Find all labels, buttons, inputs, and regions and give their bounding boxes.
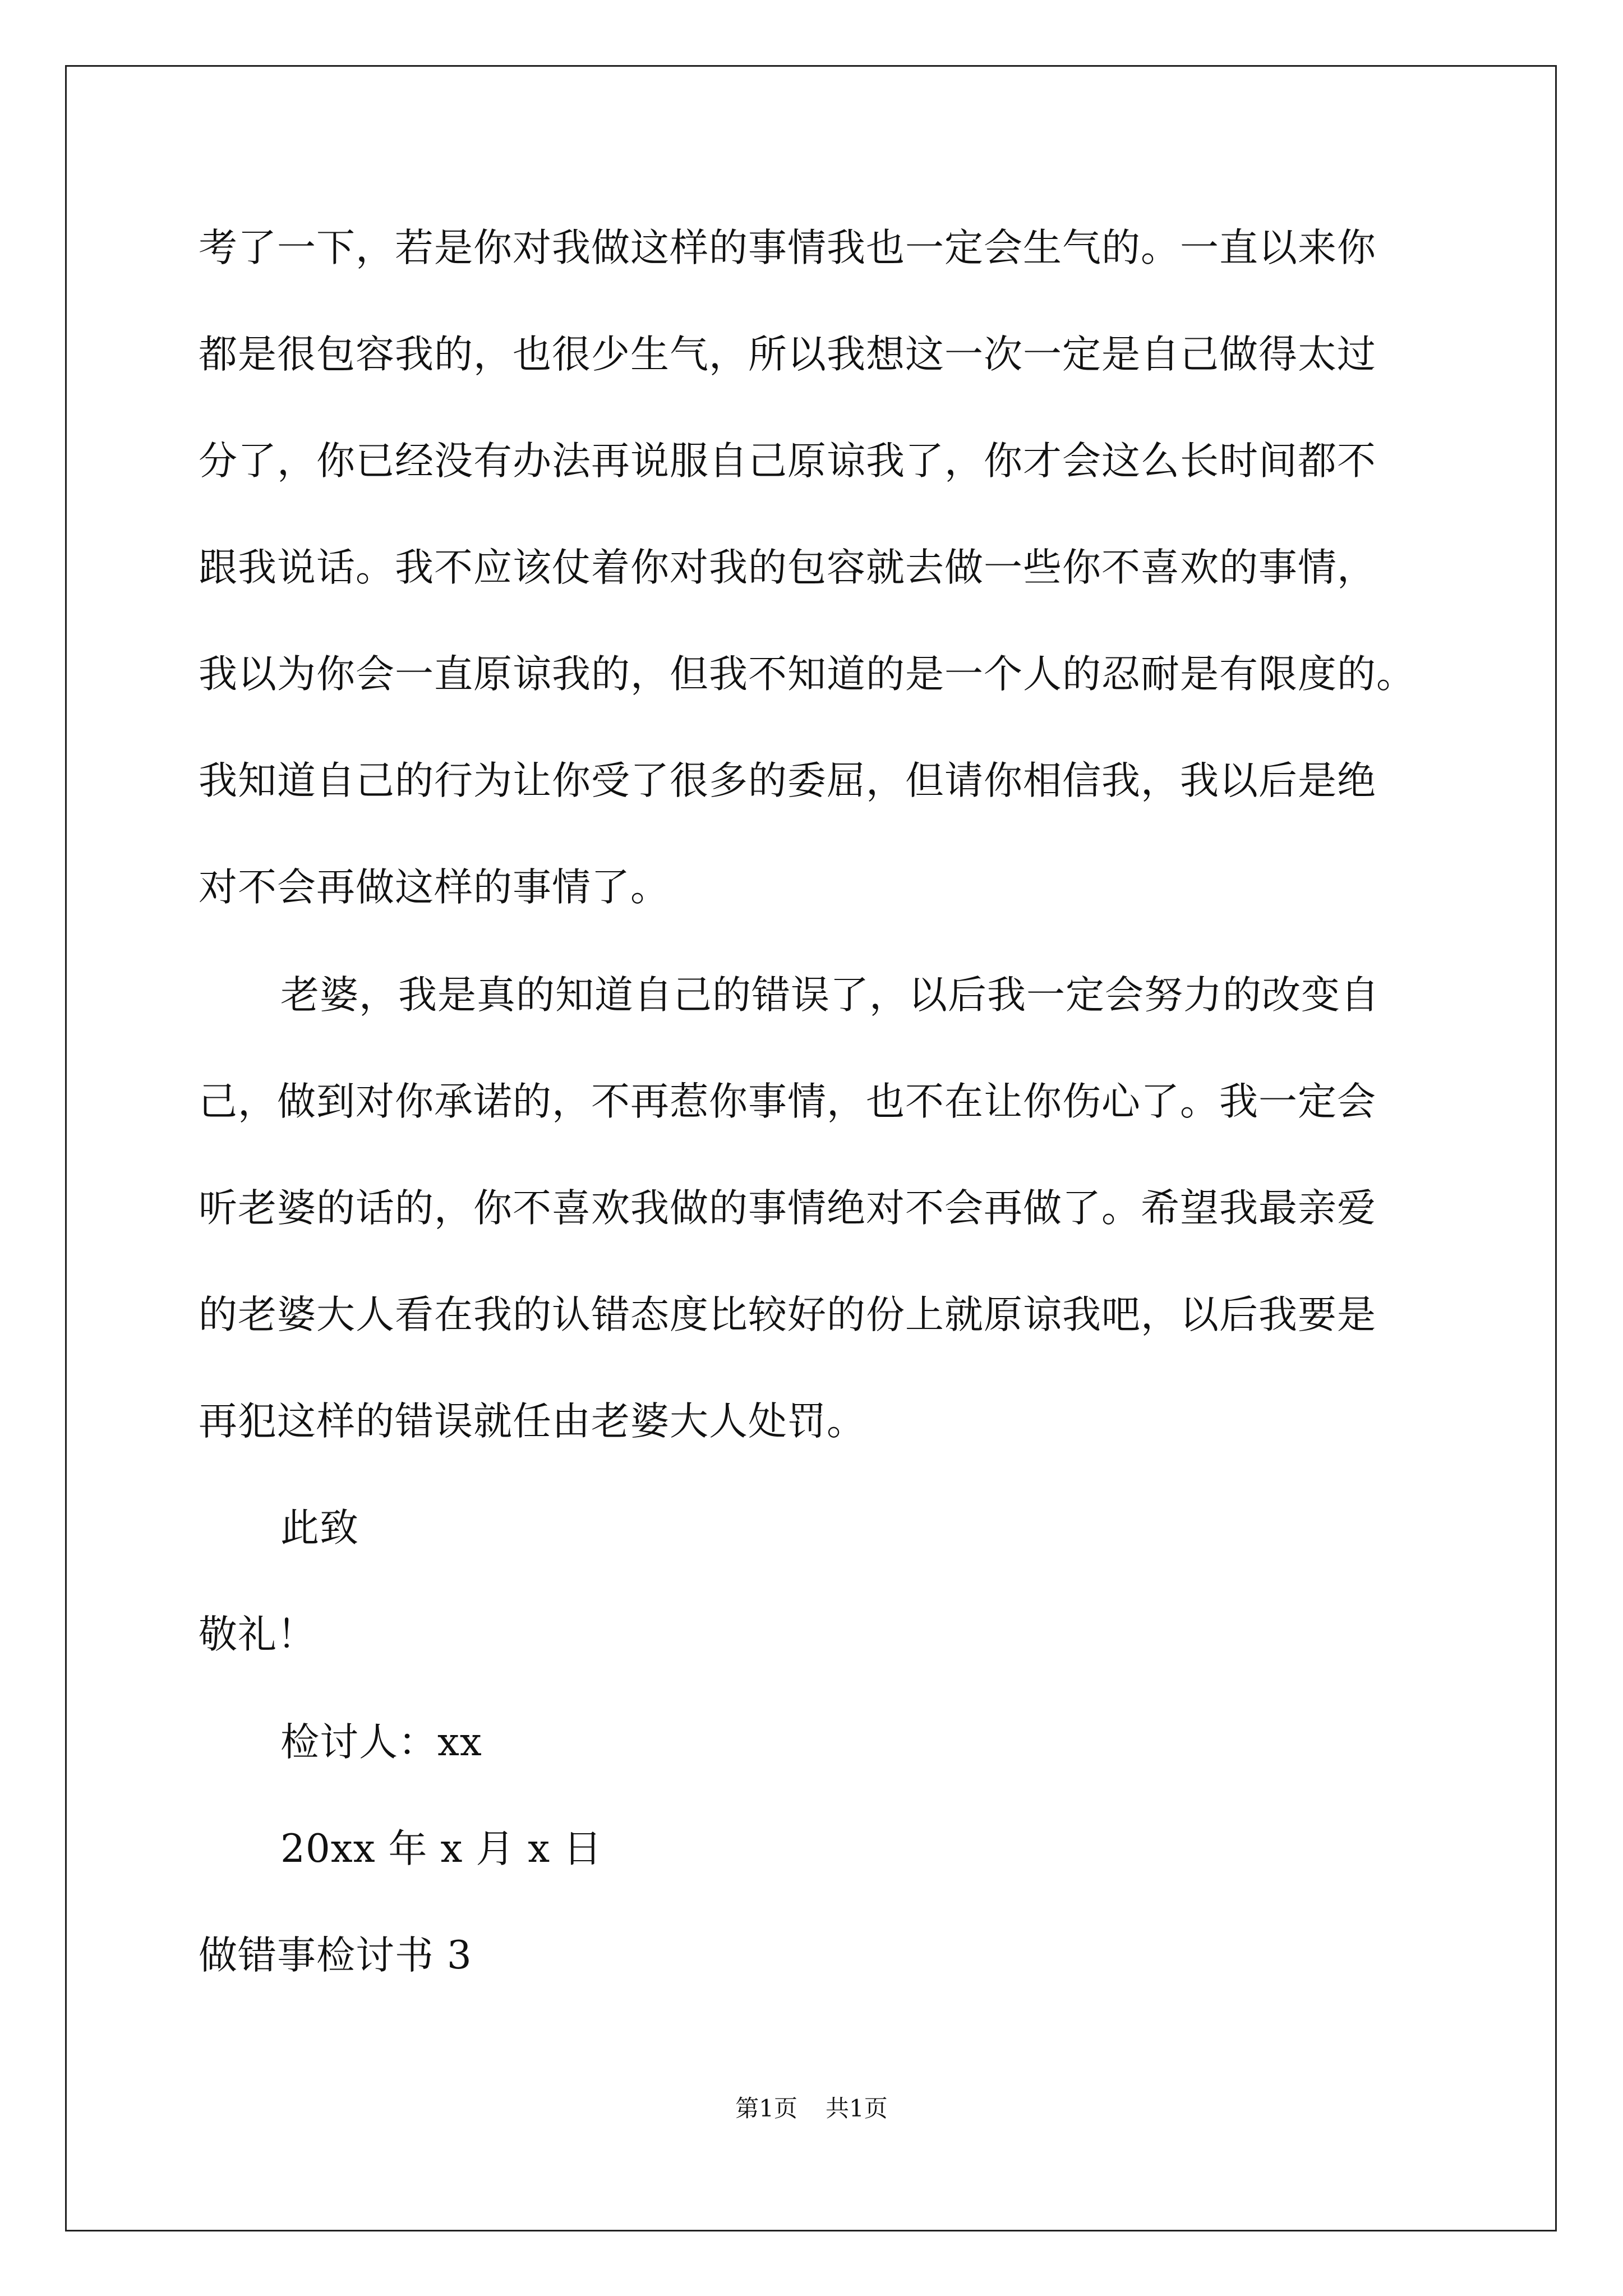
closing-regards: 敬礼！ [199, 1612, 316, 1657]
paragraph-line: 我知道自己的行为让你受了很多的委屈，但请你相信我，我以后是绝 [199, 758, 1376, 803]
paragraph-line: 考了一下，若是你对我做这样的事情我也一定会生气的。一直以来你 [199, 226, 1376, 270]
page-number-total: 共1页 [826, 2095, 888, 2122]
paragraph-line: 对不会再做这样的事情了。 [199, 865, 670, 910]
paragraph-line: 的老婆大人看在我的认错态度比较好的份上就原谅我吧，以后我要是 [199, 1292, 1376, 1337]
paragraph-line: 分了，你已经没有办法再说服自己原谅我了，你才会这么长时间都不 [199, 439, 1376, 484]
paragraph-line: 听老婆的话的，你不喜欢我做的事情绝对不会再做了。希望我最亲爱 [199, 1186, 1376, 1231]
paragraph-line: 我以为你会一直原谅我的，但我不知道的是一个人的忍耐是有限度的。 [199, 652, 1415, 697]
date-line: 20xx 年 x 月 x 日 [280, 1826, 603, 1871]
signature-line: 检讨人：xx [280, 1720, 482, 1765]
closing-salutation: 此致 [280, 1506, 359, 1550]
page-border [65, 65, 1557, 2231]
paragraph-line: 老婆，我是真的知道自己的错误了，以后我一定会努力的改变自 [280, 973, 1380, 1018]
paragraph-line: 都是很包容我的，也很少生气，所以我想这一次一定是自己做得太过 [199, 332, 1376, 377]
paragraph-line: 再犯这样的错误就任由老婆大人处罚。 [199, 1399, 866, 1444]
section-title: 做错事检讨书 3 [199, 1933, 472, 1978]
page-footer [0, 2097, 1623, 2120]
paragraph-line: 己，做到对你承诺的，不再惹你事情，也不在让你伤心了。我一定会 [199, 1079, 1376, 1124]
page-number-current: 第1页 [735, 2095, 797, 2122]
paragraph-line: 跟我说话。我不应该仗着你对我的包容就去做一些你不喜欢的事情， [199, 545, 1376, 590]
